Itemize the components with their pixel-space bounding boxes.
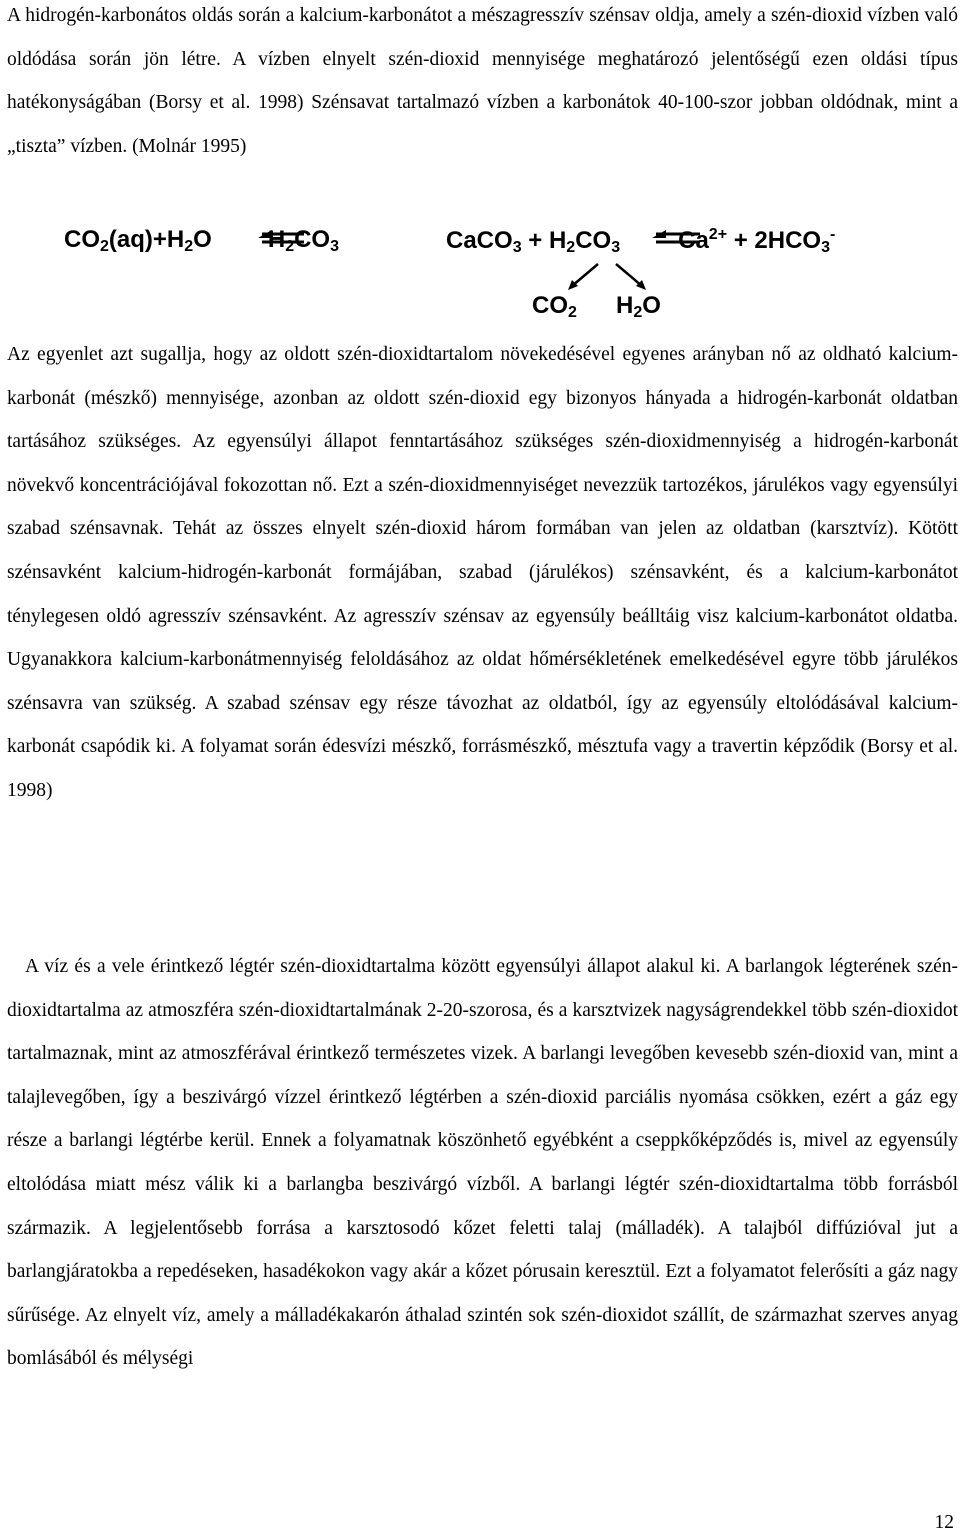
decomposition-arrow-left (568, 264, 598, 290)
paragraph-cave-air: A víz és a vele érintkező légtér szén-dioxidtartalma között egyensúlyi állapot alakul ki. A barlangok légterének szén-dioxidtartalma az atmoszféra szén-dioxidtartalmának 2-20-szorosa, és a karsztvizek nagyságrendekkel több szén-dioxidot tartalmaznak, mint az atmoszférával érintkező természetes vizek. A barlangi levegőben kevesebb szén-dioxid van, mint a talajlevegőben, így a beszivárgó vízzel érintkező légtérben a szén-dioxid parciális nyomása csökken, ezért a gáz egy része a barlangi légtérbe kerül. Ennek a folyamatnak köszönhető egyébként a cseppkőképződés is, mivel az egyensúly eltolódása miatt mész válik ki a barlangba beszivárgó vízből. A barlangi légtér szén-dioxidtartalma több forrásból származik. A legjelentősebb forrása a karsztosodó kőzet feletti talaj (málladék). A talajból diffúzióval jut a barlangjáratokba a repedéseken, hasadékokon vagy akár a kőzet pórusain keresztül. Ezt a folyamatot felerősíti a gáz nagy sűrűsége. Az elnyelt víz, amely a málladékakarón áthalad szintén sok szén-dioxidot szállít, de származhat szerves anyag bomlásából és mélységi (7, 956, 958, 1370)
product-co2: $CO_2$ (532, 292, 577, 321)
equation-carbonate-dissolution: CaCO$_3$ + $H_2CO_3$ $Ca^{2+} + 2HCO_3^-$ (446, 226, 836, 256)
paragraph-equilibrium: Az egyenlet azt sugallja, hogy az oldott szén-dioxidtartalom növekedésével egyenes arányban nő az oldható kalcium-karbonát (mészkő) mennyisége, azonban az oldott szén-dioxid egy bizonyos hányada a hidrogén-karbonát oldatban tartásához szükséges. Az egyensúlyi állapot fenntartásához szükséges szén-dioxidmennyiség a hidrogén-karbonát növekvő koncentrációjával fokozottan nő. Ezt a szén-dioxidmennyiséget nevezzük tartozékos, járulékos vagy egyensúlyi szabad szénsavnak. Tehát az összes elnyelt szén-dioxid három formában van jelen az oldatban (karsztvíz). Kötött szénsavként kalcium-hidrogén-karbonát formájában, szabad (járulékos) szénsavként, és a kalcium-karbonátot ténylegesen oldó agresszív szénsavként. Az agresszív szénsav az egyensúly beálltáig visz kalcium-karbonátot oldatba. Ugyanakkora kalcium-karbonátmennyiség feloldásához az oldat hőmérsékletének emelkedésével egyre több járulékos szénsavra van szükség. A szabad szénsav egy része távozhat az oldatból, így az egyensúly eltolódásával kalcium-karbonát csapódik ki. A folyamat során édesvízi mészkő, forrásmészkő, mésztufa vagy a travertin képződik (Borsy et al. 1998) (7, 344, 958, 801)
decomposition-arrow-right (616, 264, 646, 290)
page-number: 12 (934, 1512, 954, 1533)
chemical-equations (60, 218, 960, 326)
paragraph-intro: A hidrogén-karbonátos oldás során a kalcium-karbonátot a mészagresszív szénsav oldja, amely a szén-dioxid vízben való oldódása során jön létre. A vízben elnyelt szén-dioxid mennyisége meghatározó jelentőségű ezen oldási típus hatékonyságában (Borsy et al. 1998) Szénsavat tartalmazó vízben a karbonátok 40-100-szor jobban oldódnak, mint a „tiszta” vízben. (Molnár 1995) (7, 5, 958, 157)
product-h2o: $H_2O$ (616, 292, 661, 321)
equation-co2-dissolution: $CO_2(aq)+H_2O$ $H_2CO_3$ (64, 226, 339, 255)
